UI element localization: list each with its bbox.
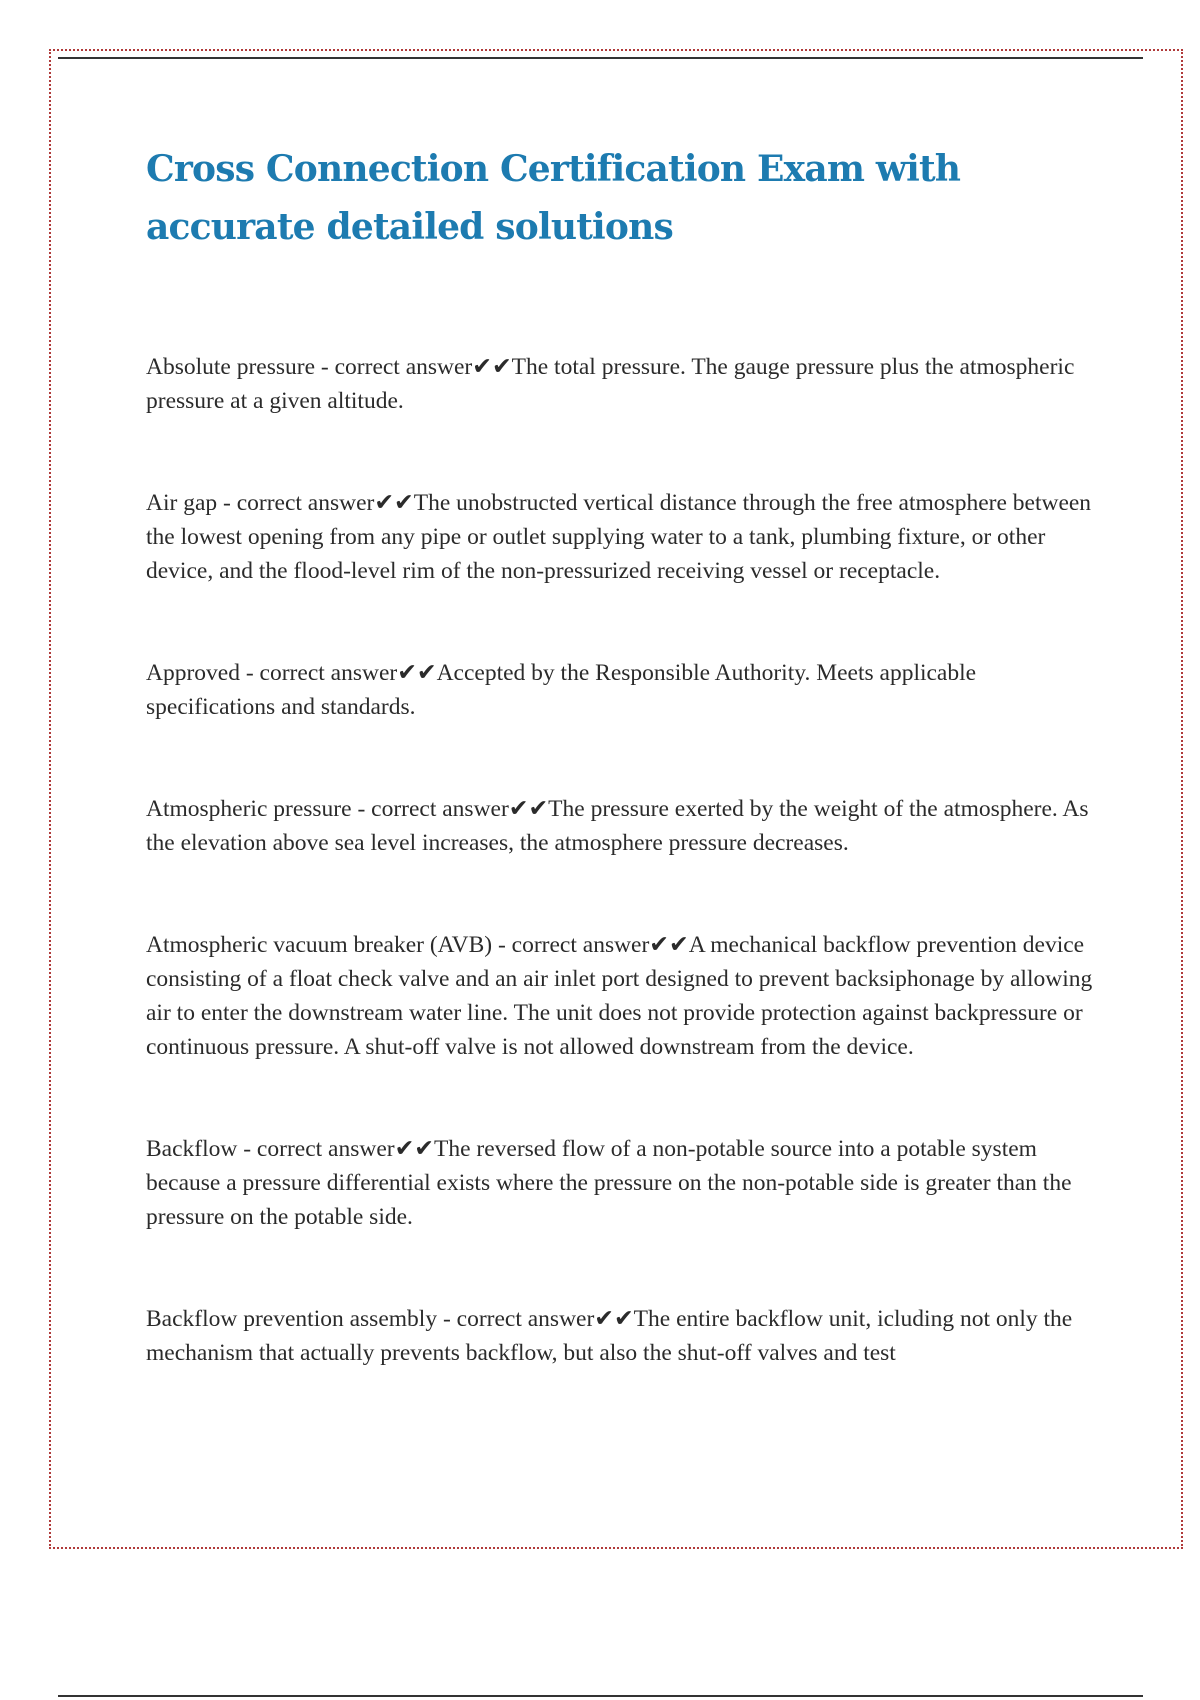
qa-entry-approved: Approved - correct answer✔✔Accepted by the Responsible Authority. Meets applicable specifications and standards.	[146, 660, 977, 720]
bottom-rule	[58, 1695, 1143, 1697]
qa-entry-backflow-prevention-assembly: Backflow prevention assembly - correct answer✔✔The entire backflow unit, icluding not only the mechanism that actually prevents backflow, but also the shut-off valves and test	[146, 1306, 1073, 1366]
qa-entry-avb: Atmospheric vacuum breaker (AVB) - correct answer✔✔A mechanical backflow prevention device consisting of a float check valve and an air inlet port designed to prevent backsiphonage by allowing air to enter the downstream water line. The unit does not provide protection against backpressure or continuous pressure. A shut-off valve is not allowed downstream from the device.	[146, 932, 1093, 1060]
qa-entries	[146, 350, 1096, 1370]
qa-entry-backflow: Backflow - correct answer✔✔The reversed flow of a non-potable source into a potable system because a pressure differential exists where the pressure on the non-potable side is greater than the pressure on the potable side.	[146, 1136, 1072, 1230]
qa-entry-atmospheric-pressure: Atmospheric pressure - correct answer✔✔The pressure exerted by the weight of the atmosphere. As the elevation above sea level increases, the atmosphere pressure decreases.	[146, 796, 1089, 856]
qa-entry-absolute-pressure: Absolute pressure - correct answer✔✔The total pressure. The gauge pressure plus the atmospheric pressure at a given altitude.	[146, 354, 1075, 414]
top-rule	[58, 57, 1143, 59]
document-title: Cross Connection Certification Exam with accurate detailed solutions	[146, 148, 961, 248]
qa-entry-air-gap: Air gap - correct answer✔✔The unobstructed vertical distance through the free atmosphere between the lowest opening from any pipe or outlet supplying water to a tank, plumbing fixture, or other device, and the flood-level rim of the non-pressurized receiving vessel or receptacle.	[146, 490, 1092, 584]
